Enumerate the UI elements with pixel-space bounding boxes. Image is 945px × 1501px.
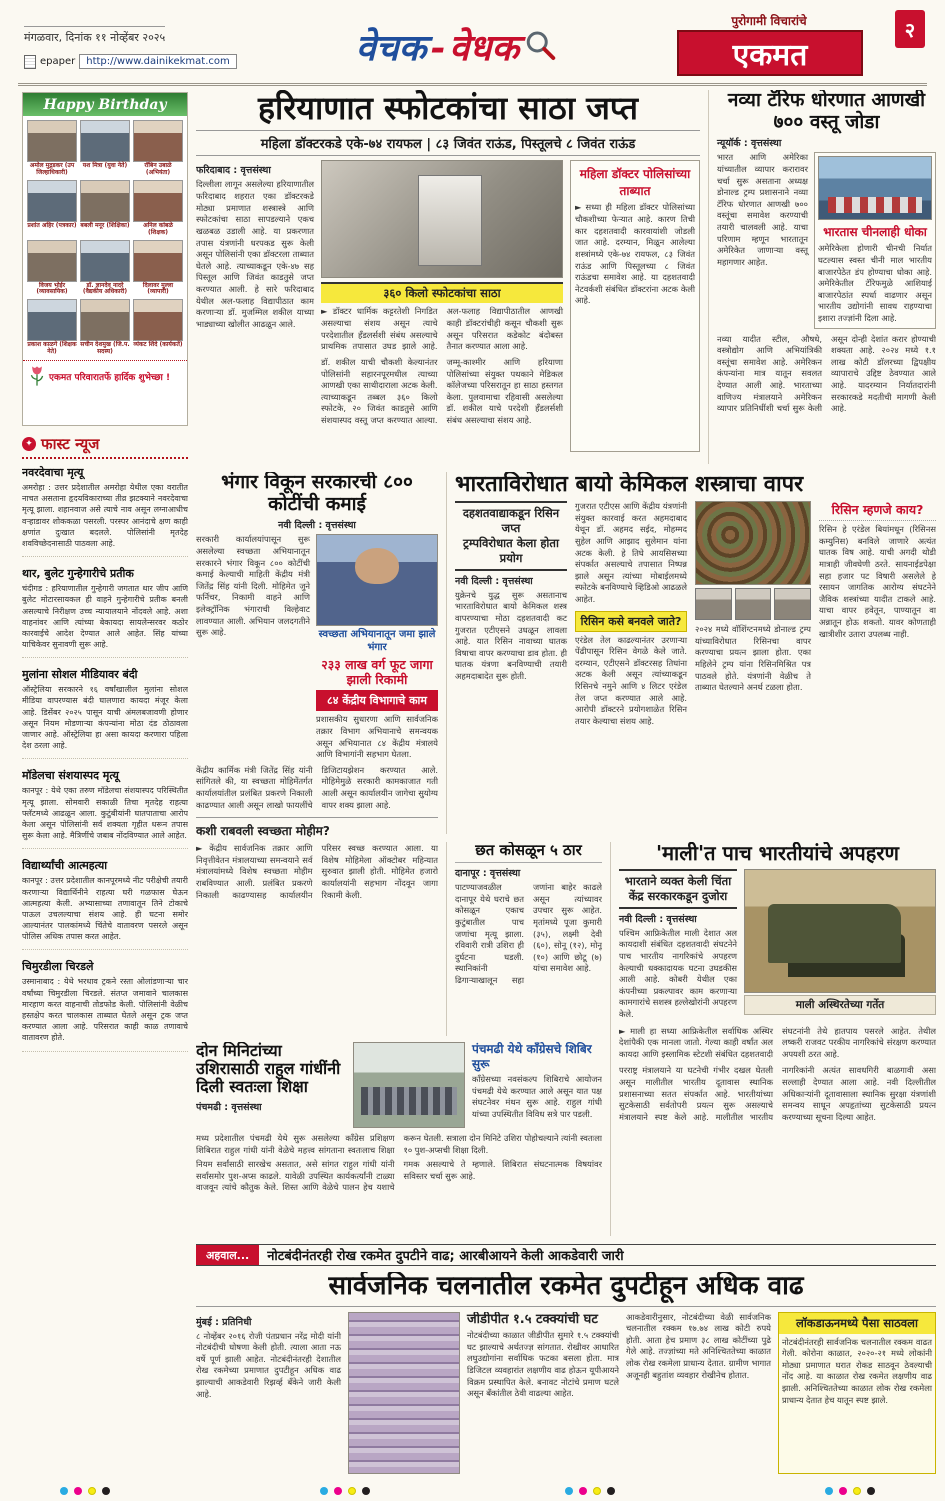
article-body: डॉ. शकील याची चौकशी केल्यानंतर पोलिसांनी सहारनपूरमधील त्याच्या आणखी एका साथीदाराला अटक केली. त्याच्याकडून तब्बल ३६० किलो स्फोटके, २० जिवंत काडतुसे आणि संशयास्पद वस्तू जप्त करण्यात आल्या. जम्मू-काश्मीर आणि हरियाणा पोलिसांच्या संयुक्त पथकाने मेडिकल कॉलेजच्या परिसरातून हा साठा हस्तगत केला. पुलवामाचा रहिवासी असलेल्या डॉ. शकील याचे परदेशी हँडलर्सशी संबंध असल्याचा संशय आहे. <box>321 356 563 425</box>
gdp-body: नोटबंदीच्या काळात जीडीपीत सुमारे १.५ टक्क्यांची घट झाल्याचे अर्थतज्ज्ञ सांगतात. रोखीवर आधारित लघुउद्योगांना सर्वाधिक फटका बसला होता. मात्र डिजिटल व्यवहारांत लक्षणीय वाढ होऊन यूपीआयने विक्रम प्रस्थापित केले. बनावट नोटांचे प्रमाण घटले असून बँकांतील ठेवी वाढल्या आहेत. <box>467 1330 619 1399</box>
brand-logo: एकमत <box>677 30 863 76</box>
article-body: नव्या यादीत स्टील, औषधे, वस्त्रोद्योग आणि अभियांत्रिकी वस्तूंचा समावेश आहे. अमेरिकन कंपन्यांना मात्र यातून सवलत देण्यात आली आहे. भारताच्या वाणिज्य मंत्रालयाने अमेरिकन व्यापार प्रतिनिधींशी चर्चा सुरू केली असून दोन्ही देशांत करार होण्याची शक्यता आहे. २०२४ मध्ये १.१ लाख कोटी डॉलरच्या द्विपक्षीय व्यापाराचे उद्दिष्ट ठेवण्यात आले आहे. यादरम्यान निर्यातदारांनी सरकारकडे मदतीची मागणी केली आहे. <box>717 333 936 414</box>
what-is-ricin-title: रिसिन म्हणजे काय? <box>819 501 936 521</box>
article-rahul-punishment <box>196 1042 602 1236</box>
ricin-made-box-body: एरंडेल तेल काढल्यानंतर उरणाऱ्या पेंढीपासून रिसिन वेगळे केले जाते. दरम्यान, एटीएसने डॉक्टरसह तिघांना अटक केली असून त्यांच्याकडून रिसिनचे नमुने आणि ४ लिटर एरंडेल तेल जप्त करण्यात आले आहे. आरोपी डॉक्टरने प्रयोगशाळेत रिसिन तयार केल्याचा संशय आहे. <box>575 634 687 726</box>
article-mali-kidnapping <box>610 842 936 1236</box>
article-tariff-policy <box>708 90 936 464</box>
birthday-person: बबली मनूर (शिक्षिका) <box>80 180 130 237</box>
currency-notes-photo <box>348 1312 460 1474</box>
person-photo <box>80 299 130 341</box>
site-url-link[interactable]: http://www.dainikekmat.com <box>79 54 237 69</box>
strip-text: नोटबंदीनंतरही रोख रकमेत दुपटीने वाढ; आरबीआयने केली आकडेवारी जारी <box>267 1249 624 1264</box>
article-body: दिल्लीला लागून असलेल्या हरियाणातील फरिदाबाद शहरात एका डॉक्टरकडे मोठ्या प्रमाणात शस्त्रास्त्रे आणि स्फोटकांचा साठा सापडल्याने एकच खळबळ उडाली आहे. या प्रकरणात तपास यंत्रणांनी धरपकड सुरू केली असून पोलिसांनी एका डॉक्टरला ताब्यात घेतले आहे. त्याच्याकडून एके-४७ सह पिस्तूल आणि जिवंत काडतुसे जप्त करण्यात आली. हे सारे फरिदाबाद येथील अल-फलाह विद्यापीठात काम करणाऱ्या डॉ. मुजम्मिल शकील याच्या भाड्याच्या खोलीत आढळून आले. <box>196 179 314 329</box>
highlight-box-body: ► डॉक्टर धार्मिक कट्टरतेशी निगडित असल्याचा संशय असून त्याचे परदेशातील हँडलर्सशी संबंध असल्याचे प्राथमिक तपासात उघड झाले आहे. अल-फलाह विद्यापीठातील आणखी काही डॉक्टरांचीही कसून चौकशी सुरू असून परिसरात कडेकोट बंदोबस्त तैनात करण्यात आला आहे. <box>321 306 563 352</box>
dateline: फरिदाबाद : वृत्तसंस्था <box>196 165 271 177</box>
article-body: युक्रेनचे युद्ध सुरू असतानाच भारताविरोधात बायो केमिकल शस्त्र वापरण्याचा मोठा दहशतवादी कट गुजरात एटीएसने उधळून लावला आहे. यात रिसिन नावाच्या घातक विषाचा वापर करण्याचा डाव होता. ही घातक यंत्रणा बनविण्याची तयारी अहमदाबादेत सुरू होती. <box>455 589 567 682</box>
article-body: सरकारी कार्यालयांपासून सुरू असलेल्या स्वच्छता अभियानातून सरकारने भंगार विकून ८०० कोटींची कमाई केल्याची माहिती केंद्रीय मंत्री जितेंद्र सिंह यांनी दिली. मोहिमेत जुने फर्निचर, निकामी वाहने आणि इलेक्ट्रॉनिक भंगाराची विल्हेवाट लावण्यात आली. अभियान जलदगतीने सुरू आहे. <box>196 534 310 638</box>
person-photo <box>27 120 77 162</box>
article-headline: नव्या टॅरिफ धोरणात आणखी ७०० वस्तू जोडा <box>727 90 926 133</box>
suspects-photos <box>695 588 811 620</box>
masthead-word-blue: वेचक <box>355 27 427 69</box>
article-body: केंद्रीय कार्मिक मंत्री जितेंद्र सिंह यांनी सांगितले की, या स्वच्छता मोहिमेंतर्गत कार्यालयांतील प्रलंबित प्रकरणे निकाली काढण्यात आली असून लाखो फायलींचे डिजिटायझेशन करण्यात आले. मोहिमेमुळे सरकारी कामकाजात गती आली असून कार्यालयीन जागेचा सुयोग्य वापर शक्य झाला आहे. <box>196 764 438 810</box>
article-body: पश्चिम आफ्रिकेतील माली देशात अल कायदाशी संबंधित दहशतवादी संघटनेने पाच भारतीय नागरिकांचे अपहरण केल्याची धक्कादायक घटना उघडकीस आली आहे. कोबरी येथील एका कंपनीच्या प्रकल्पावर काम करणाऱ्या कामगारांचे सशस्त्र हल्लेखोरांनी अपहरण केले. <box>619 927 737 1019</box>
fast-news-icon: ✦ <box>22 437 36 451</box>
person-photo <box>80 180 130 222</box>
birthday-person: डॉ. ज्ञानदेव नादरे (वैद्यकीय अधिकारी) <box>80 240 130 297</box>
registration-marks <box>565 1487 615 1495</box>
article-kicker: भारताने व्यक्त केली चिंता केंद्र सरकारकडून दुजोरा <box>619 869 737 909</box>
article-body: परराष्ट्र मंत्रालयाने या घटनेची गंभीर दखल घेतली असून मालीतील भारतीय दूतावास स्थानिक प्रशासनाच्या सतत संपर्कात आहे. भारतीयांच्या सुटकेसाठी सर्वतोपरी प्रयत्न सुरू असल्याचे मंत्रालयाने स्पष्ट केले आहे. मालीतील भारतीय नागरिकांनी अत्यंत सावधगिरी बाळगावी असा सल्लाही देण्यात आला आहे. नवी दिल्लीतील अधिकाऱ्यांनी दूतावासाला स्थानिक सुरक्षा यंत्रणांशी समन्वय साधून अपहृतांच्या सुटकेसाठी प्रयत्न करण्याच्या सूचना दिल्या आहेत. <box>619 1065 936 1122</box>
person-photo <box>27 180 77 222</box>
fast-news-item: मॉडेलचा संशयास्पद मृत्यू कानपूर : येथे एका तरुण मॉडेलचा संशयास्पद परिस्थितीत मृत्यू झाला. सोमवारी सकाळी तिचा मृतदेह राहत्या फ्लॅटमध्ये आढळून आला. कुटुंबीयांनी घातपाताचा आरोप केला असून पोलिसांनी सर्व शक्यता गृहीत धरून तपास सुरू केला आहे. मैत्रिणींचे जबाब नोंदविण्यात आले आहेत. <box>22 768 188 849</box>
what-is-ricin-body: रिसिन हे एरंडेल बियांमधून (रिसिनस कम्युनिस) बनविले जाणारे अत्यंत घातक विष आहे. याची अगदी थोडी मात्राही जीवघेणी ठरते. सायनाईडपेक्षा सहा हजार पट विषारी असलेले हे रसायन जागतिक आरोग्य संघटनेने जैविक शस्त्रांच्या यादीत टाकले आहे. याचा वापर हवेतून, पाण्यातून वा अन्नातून होऊ शकतो. यावर कोणताही खात्रीशीर उतारा उपलब्ध नाही. <box>819 524 936 639</box>
tulip-icon <box>29 364 45 392</box>
fast-news-item: विद्यार्थ्यांची आत्महत्या कानपूर : उत्तर प्रदेशातील कानपूरमध्ये नीट परीक्षेची तयारी करणाऱ्या विद्यार्थिनीने राहत्या घरी गळफास घेऊन आत्महत्या केली. अभ्यासाच्या तणावातून तिने टोकाचे पाऊल उचलल्याचा संशय आहे. ही घटना समोर आल्यानंतर पालकांमध्ये चिंतेचे वातावरण पसरले असून पोलिस अधिक तपास करत आहेत. <box>22 858 188 950</box>
departments-box-title: ८४ केंद्रीय विभागाचे काम <box>316 690 438 711</box>
how-campaign-body: ► केंद्रीय सार्वजनिक तक्रार आणि निवृत्तीवेतन मंत्रालयाच्या समन्वयाने सर्व मंत्रालयांमध्ये विशेष स्वच्छता मोहीम राबविण्यात आली. प्रलंबित प्रकरणे निकाली काढण्यासह कार्यालयीन परिसर स्वच्छ करण्यात आला. या विशेष मोहिमेला ऑक्टोबर महिन्यात सुरुवात झाली होती. मोहिमेत हजारो कार्यालयांनी सहभाग नोंदवून जागा रिकामी केली. <box>196 843 438 900</box>
fast-news-item: थार, बुलेट गुन्हेगारीचे प्रतीक चंदीगड : हरियाणातील गुन्हेगारी जगतात थार जीप आणि बुलेट मोटारसायकल ही वाहने गुन्हेगारीचे प्रतीक बनली असल्याचे निरीक्षण उच्च न्यायालयाने नोंदवले आहे. अशा वाहनांवर आणि त्यांच्या बेकायदा सायलेन्सरवर कठोर कारवाईचे आदेश देण्यात आले आहेत. सिंह यांच्या याचिकेवर सुनावणी सुरू आहे. <box>22 566 188 658</box>
article-scrap-revenue <box>196 472 438 1034</box>
person-photo <box>133 180 183 222</box>
birthday-box <box>22 92 188 426</box>
epaper-icon <box>24 55 36 69</box>
article-body: २०२४ मध्ये वॉशिंग्टनमध्ये डोनाल्ड ट्रम्प यांच्याविरोधात रिसिनचा वापर करण्याचा प्रयत्न झाला होता. एका महिलेने ट्रम्प यांना रिसिनमिश्रित पत्र पाठवले होते. यंत्रणांनी वेळीच ते ताब्यात घेतल्याने अनर्थ टळला होता. <box>695 624 811 693</box>
departments-box-body: प्रशासकीय सुधारणा आणि सार्वजनिक तक्रार विभाग अभियानाचे समन्वयक असून अभियानात ८४ केंद्रीय मंत्रालये आणि विभागांनी सहभाग घेतला. <box>316 714 438 760</box>
person-photo <box>27 240 77 282</box>
article-body: भारत आणि अमेरिका यांच्यातील व्यापार करारावर चर्चा सुरू असताना अध्यक्ष डोनाल्ड ट्रम्प प्रशासनाने नव्या टॅरिफ धोरणात आणखी ७०० वस्तूंचा समावेश करण्याची तयारी चालवली आहे. याचा परिणाम म्हणून भारतातून अमेरिकेत जाणाऱ्या वस्तू महागणार आहेत. <box>717 152 808 267</box>
page-number: २ <box>895 10 925 48</box>
birthday-person: रॉबिन उबाळे (अभियंता) <box>133 120 183 177</box>
masthead <box>356 28 557 68</box>
article-kicker: दहशतवाद्याकडून रिसिन जप्त ट्रम्पविरोधात केला होता प्रयोग <box>455 501 567 571</box>
article-headline: 'माली'त पाच भारतीयांचे अपहरण <box>655 842 900 865</box>
date-line: मंगळवार, दिनांक ११ नोव्हेंबर २०२५ <box>24 26 165 45</box>
fast-news-item: मुलांना सोशल मीडियावर बंदी ऑस्ट्रेलिया सरकारने १६ वर्षांखालील मुलांना सोशल मीडिया वापरण्यास बंदी घालणारा कायदा मंजूर केला आहे. डिसेंबर २०२५ पासून याची अंमलबजावणी होणार असून नियम मोडणाऱ्या कंपन्यांना मोठा दंड ठोठावला जाणार आहे. ऑस्ट्रेलिया हा असा कायदा करणारा पहिला देश ठरला आहे. <box>22 667 188 759</box>
article-headline: भंगार विकून सरकारची ८०० कोटींची कमाई <box>221 472 413 515</box>
article-bio-chemical <box>446 472 936 834</box>
birthday-footer: एकमत परिवारातर्फे हार्दिक शुभेच्छा ! <box>49 372 171 383</box>
brand-tagline: पुरोगामी विचारांचे <box>731 14 807 28</box>
stat-highlight: २३३ लाख वर्ग फूट जागा झाली रिकामी <box>321 657 433 688</box>
gdp-subhead: जीडीपीत १.५ टक्क्यांची घट <box>467 1311 598 1327</box>
castor-beans-photo <box>695 501 811 585</box>
camp-side-title: पंचमढी येथे काँग्रेसचे शिबिर सुरू <box>472 1042 592 1071</box>
congress-camp-photo <box>353 1042 465 1128</box>
registration-marks <box>320 1487 370 1495</box>
person-photo <box>80 240 130 282</box>
birthday-person: व्यंकट शिंदे (कार्यकर्ते) <box>133 299 183 356</box>
masthead-separator: - <box>430 27 446 69</box>
article-body: गुजरात एटीएस आणि केंद्रीय यंत्रणांनी संयुक्त कारवाई करत अहमदाबाद येथून डॉ. अहमद सईद, मोहम्मद सुहेल आणि आझाद सुलेमान यांना अटक केली. हे तिघे आयसिसच्या संपर्कात असल्याचे तपासात निष्पन्न झाले असून त्यांच्या मोबाईलमध्ये स्फोटके बनविण्याचे व्हिडिओ आढळले आहेत. <box>575 501 687 604</box>
article-body: आकडेवारीनुसार, नोटबंदीच्या वेळी सार्वजनिक चलनातील रक्कम १७.७४ लाख कोटी रुपये होती. आता हेच प्रमाण ३८ लाख कोटींच्या पुढे गेले आहे. तज्ज्ञांच्या मते अनिश्चिततेच्या काळात लोक रोख रकमेला प्राधान्य देतात. ग्रामीण भागात अजूनही बहुतांश व्यवहार रोखीनेच होतात. <box>626 1311 771 1380</box>
epaper-label[interactable]: epaper <box>40 56 76 67</box>
article-body: पाटण्याजवळील दानापूर येथे घराचे छत कोसळून एकाच कुटुंबातील पाच जणांचा मृत्यू झाला. रविवारी रात्री उशिरा ही दुर्घटना घडली. स्थानिकांनी ढिगाऱ्याखालून सहा जणांना बाहेर काढले असून त्यांच्यावर उपचार सुरू आहेत. मृतांमध्ये पूजा कुमारी (३५), लक्ष्मी देवी (६०), सोनू (१२), मोनू (१०) आणि छोटू (७) यांचा समावेश आहे. <box>455 882 602 985</box>
suspect-photo <box>774 588 811 620</box>
fast-news-item: नवरदेवाचा मृत्यू अमरोहा : उत्तर प्रदेशातील अमरोहा येथील एका वरातीत नाचत असताना हृदयविकाराच्या तीव्र झटक्याने नवरदेवाचा मृत्यू झाला. शहानवाज असे त्याचे नाव असून लग्नाआधीच वऱ्हाडावर शोककळा पसरली. परस्पर आनंदाचे क्षण काही क्षणांत दुःखात बदलले. पोलिसांनी मृतदेह शवविच्छेदनासाठी पाठवला आहे. <box>22 465 188 557</box>
photo-caption: माली अस्थिरतेच्या गर्तेत <box>744 995 936 1015</box>
article-headline: दोन मिनिटांच्या उशिरासाठी राहुल गांधींनी दिली स्वतःला शिक्षा <box>196 1042 341 1097</box>
minister-photo <box>316 534 438 626</box>
birthday-person: सचीन देशमुख (जि.प. सदस्य) <box>80 299 130 356</box>
how-campaign-title: कशी राबवली स्वच्छता मोहीम? <box>196 817 438 839</box>
strip-label: अहवाल... <box>196 1245 259 1265</box>
suspect-photo <box>695 588 732 620</box>
article-body: नियम सर्वांसाठी सारखेच असतात, असे सांगत राहुल गांधी यांनी सर्वांसमोर पुश-अप्स काढले. यावेळी उपस्थित कार्यकर्त्यांनी टाळ्या वाजवून त्यांचे कौतुक केले. शिस्त आणि वेळेचे पालन हेच यशाचे गमक असल्याचे ते म्हणाले. शिबिरात संघटनात्मक विषयांवर सविस्तर चर्चा सुरू आहे. <box>196 1159 602 1193</box>
fast-news-section <box>22 434 188 1482</box>
doctor-custody-box: महिला डॉक्टर पोलिसांच्या ताब्यात ► सध्या ही महिला डॉक्टर पोलिसांच्या चौकशीच्या फेऱ्यात आहे. कारण तिची कार दहशतवादी कारवायांशी जोडली जात आहे. दरम्यान, मिळून आलेल्या शस्त्रांमध्ये एके-७४ रायफल, ८३ जिवंत राऊंड आणि पिस्तूलच्या ८ जिवंत राऊंडचा समावेश आहे. या दहशतवादी नेटवर्कशी संबंधित डॉक्टरांना अटक केली आहे. <box>570 160 700 452</box>
article-headline: छत कोसळून ५ ठार <box>455 842 602 863</box>
highlight-box-title: ३६० किलो स्फोटकांचा साठा <box>321 282 563 303</box>
person-photo <box>133 240 183 282</box>
magnifier-icon <box>523 28 557 68</box>
camp-side-body: काँग्रेसच्या नवसंकल्प शिबिराचे आयोजन पंचमढी येथे करण्यात आले असून यात पक्ष संघटनेवर मंथन सुरू आहे. राहुल गांधी यांच्या उपस्थितीत विविध सत्रे पार पडली. <box>472 1074 602 1119</box>
birthday-photo-grid <box>23 116 187 360</box>
dateline: मुंबई : प्रतिनिधी <box>196 1316 252 1328</box>
person-photo <box>27 299 77 341</box>
dateline: नवी दिल्ली : वृत्तसंस्था <box>455 575 533 587</box>
ricin-made-box-title: रिसिन कसे बनवले जाते? <box>575 611 687 632</box>
birthday-person: यश मित्रा (युवा नेते) <box>80 120 130 177</box>
person-photo <box>80 120 130 162</box>
birthday-person: अमोल मुद्गडकर (उप जिल्हाधिकारी) <box>27 120 77 177</box>
birthday-person: अनिल कांबळे (शिक्षक) <box>133 180 183 237</box>
birthday-person: प्रकाश काळगे (शिक्षक नेते) <box>27 299 77 356</box>
masthead-word-red: वेधक <box>449 27 520 69</box>
harbor-photo <box>818 156 932 220</box>
article-roof-collapse <box>446 842 602 1036</box>
article-currency-growth <box>196 1272 936 1480</box>
article-headline: हरियाणात स्फोटकांचा साठा जप्त <box>258 90 638 127</box>
person-photo <box>133 299 183 341</box>
birthday-person: विजय भोईर (व्यावसायिक) <box>27 240 77 297</box>
fast-news-title: फास्ट न्यूज <box>41 435 100 453</box>
person-photo <box>133 120 183 162</box>
suspect-photo <box>735 588 772 620</box>
photo-caption: स्वच्छता अभियानातून जमा झाले भंगार <box>318 629 436 653</box>
article-headline: सार्वजनिक चलनातील रकमेत दुपटीहून अधिक वाढ <box>196 1272 936 1307</box>
caption-note: ► माली हा सध्या आफ्रिकेतील सर्वाधिक अस्थिर देशांपैकी एक मानला जातो. गेल्या काही वर्षांत अल कायदा आणि इस्लामिक स्टेटशी संबंधित दहशतवादी संघटनांनी तेथे हातपाय पसरले आहेत. तेथील लष्करी राजवट परकीय नागरिकांचे संरक्षण करण्यात अपयशी ठरत आहे. <box>619 1025 936 1059</box>
registration-marks <box>60 1487 110 1495</box>
dateline: न्यूयॉर्क : वृत्तसंस्था <box>717 138 782 150</box>
dateline: नवी दिल्ली : वृत्तसंस्था <box>278 520 356 532</box>
military-vehicle-photo <box>744 869 936 993</box>
birthday-title: Happy Birthday <box>23 93 187 116</box>
dateline: नवी दिल्ली : वृत्तसंस्था <box>619 913 697 925</box>
article-body: ८ नोव्हेंबर २०१६ रोजी पंतप्रधान नरेंद्र मोदी यांनी नोटबंदीची घोषणा केली होती. त्याला आता नऊ वर्षे पूर्ण झाली आहेत. नोटबंदीनंतरही देशातील रोख रकमेच्या प्रमाणात दुपटीहून अधिक वाढ झाल्याची आकडेवारी रिझर्व्ह बँकेने जारी केली आहे. <box>196 1330 341 1399</box>
article-headline: भारताविरोधात बायो केमिकल शस्त्राचा वापर <box>455 472 804 497</box>
page-header <box>18 4 927 86</box>
birthday-person: प्रशांत अहिर (पत्रकार) <box>27 180 77 237</box>
article-subhead: महिला डॉक्टरकडे एके-७४ रायफल | ८३ जिवंत राऊंड, पिस्तूलचे ८ जिवंत राऊंड <box>196 130 700 156</box>
report-strip <box>196 1244 936 1266</box>
fast-news-item: चिमुरडीला चिरडले उस्मानाबाद : येथे भरधाव ट्रकने रस्ता ओलांडणाऱ्या चार वर्षांच्या चिमुरडीला चिरडले. संतप्त जमावाने चालकास मारहाण करत वाहनाची तोडफोड केली. पोलिसांनी वेळीच हस्तक्षेप करत चालकास ताब्यात घेतले असून ट्रक जप्त करण्यात आला आहे. परिसरात काही काळ तणावाचे वातावरण होते. <box>22 959 188 1051</box>
registration-marks <box>825 1487 875 1495</box>
lockdown-box: लॉकडाऊनमध्ये पैसा साठवला नोटबंदीनंतरही सार्वजनिक चलनातील रक्कम वाढत गेली. कोरोना काळात, २०२०-२१ मध्ये लोकांनी मोठ्या प्रमाणात घरात रोकड साठवून ठेवल्याची नोंद आहे. या काळात रोख रकमेत लक्षणीय वाढ झाली. अनिश्चिततेच्या काळात लोक रोख रकमेला प्राधान्य देतात हेच यातून स्पष्ट झाले. <box>778 1312 936 1474</box>
dateline: पंचमढी : वृत्तसंस्था <box>196 1101 262 1113</box>
raid-scene-photo <box>321 160 563 278</box>
birthday-person: दिलावर मुल्ला (व्यापारी) <box>133 240 183 297</box>
article-body: मध्य प्रदेशातील पंचमढी येथे सुरू असलेल्या काँग्रेस प्रशिक्षण शिबिरात राहुल गांधी यांनी वेळेचे महत्त्व सांगताना स्वतःलाच शिक्षा करून घेतली. सत्राला दोन मिनिटे उशिरा पोहोचल्याने त्यांनी स्वतःला १० पुश-अप्सची शिक्षा दिली. <box>196 1133 602 1155</box>
china-threat-box: भारतास चीनलाही धोका अमेरिकेला होणारी चीनची निर्यात घटल्यास स्वस्त चीनी माल भारतीय बाजारपेठेत डंप होण्याचा धोका आहे. अमेरिकेतील टॅरिफमुळे आशियाई बाजारपेठांत स्पर्धा वाढणार असून भारतीय उद्योगांनी सावध राहण्याचा इशारा तज्ज्ञांनी दिला आहे. <box>814 152 936 328</box>
dateline: दानापूर : वृत्तसंस्था <box>455 868 521 880</box>
article-explosives-seized <box>196 90 700 464</box>
